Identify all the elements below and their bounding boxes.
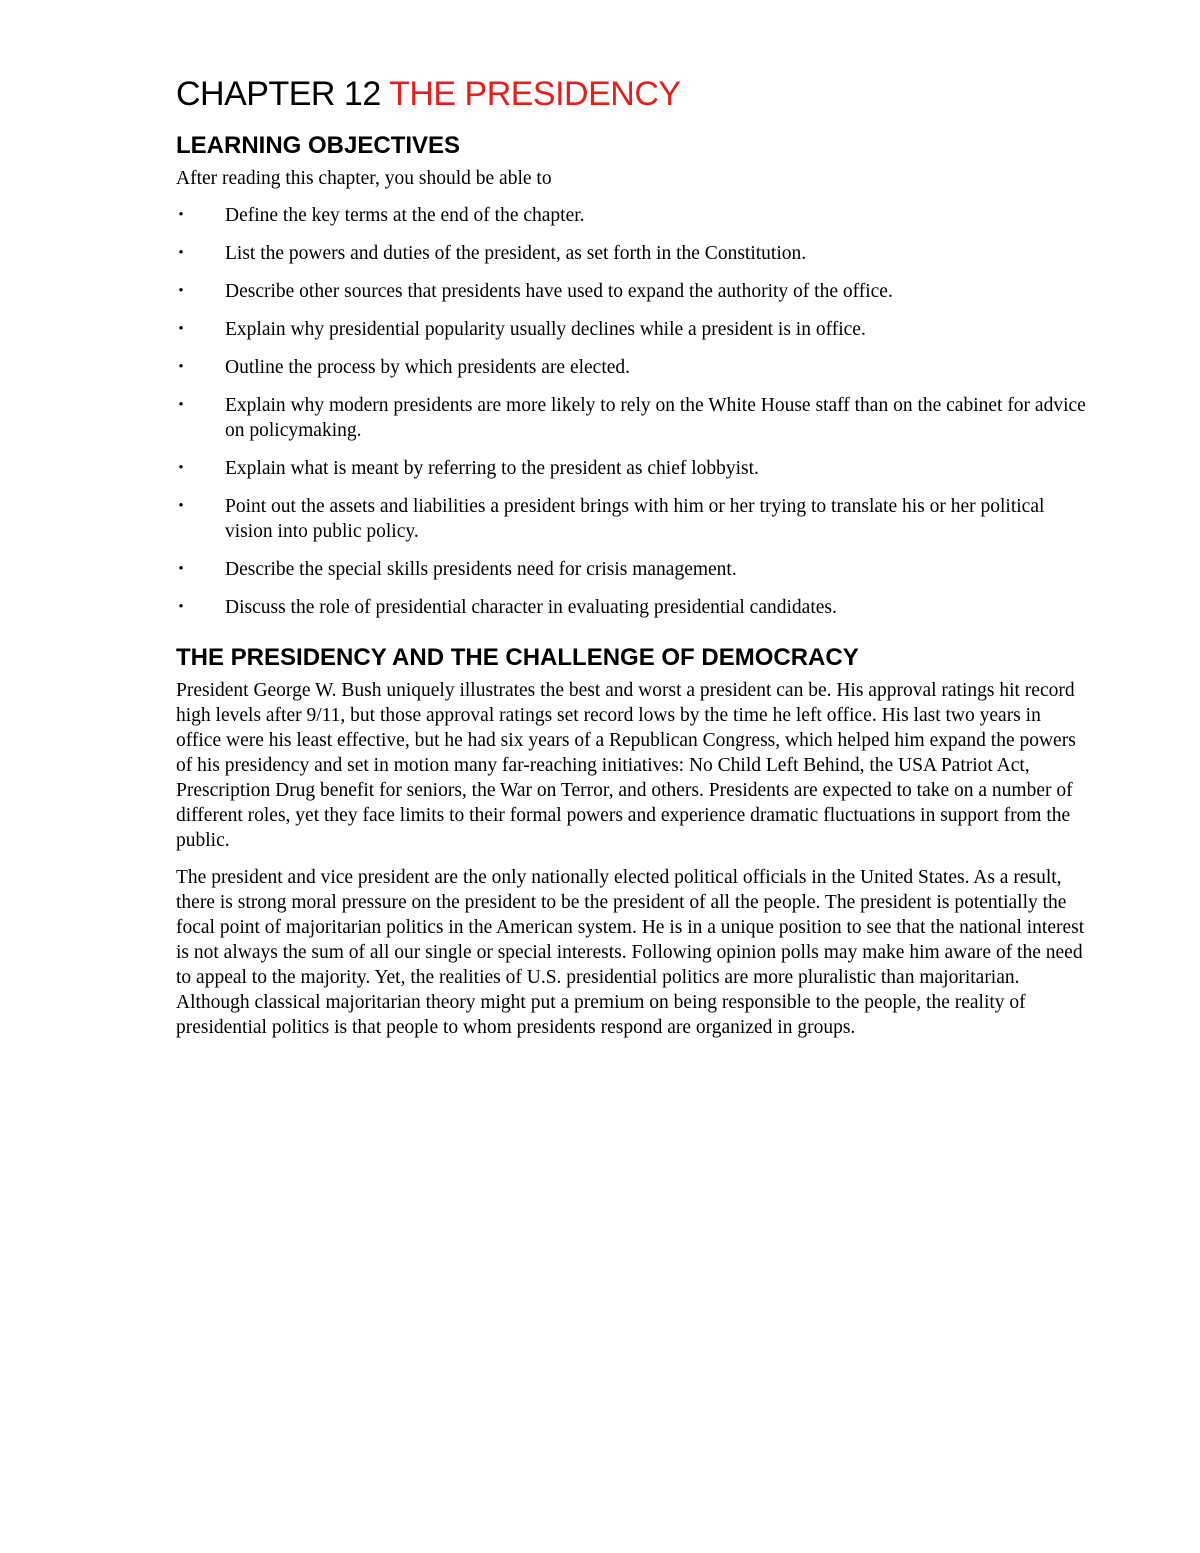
objective-text: Explain why modern presidents are more likely to rely on the White House staff than on the cabinet for advice on policymaking. [225,395,1086,441]
objective-item [176,241,1086,266]
bullet-icon: • [178,498,184,514]
objective-item [176,557,1086,582]
objective-text: Define the key terms at the end of the chapter. [225,205,585,226]
objective-item [176,203,1086,228]
section-paragraph: President George W. Bush uniquely illustrates the best and worst a president can be. His approval ratings hit record high levels after 9/11, but those approval ratings set record lows by the time he left office. His last two years in office were his least effective, but he had six years of a Republican Congress, which helped him expand the powers of his presidency and set in motion many far-reaching initiatives: No Child Left Behind, the USA Patriot Act, Prescription Drug benefit for seniors, the War on Terror, and others. Presidents are expected to take on a number of different roles, yet they face limits to their formal powers and experience dramatic fluctuations in support from the public. [176,680,1076,851]
chapter-title [176,72,1086,116]
bullet-icon: • [178,460,184,476]
learning-objectives-heading: LEARNING OBJECTIVES [176,132,461,159]
bullet-icon: • [178,561,184,577]
chapter-number: CHAPTER 12 [176,75,381,113]
objective-item [176,494,1086,544]
bullet-icon: • [178,321,184,337]
objective-text: Explain why presidential popularity usually declines while a president is in office. [225,319,866,340]
bullet-icon: • [178,283,184,299]
objective-item [176,393,1086,443]
bullet-icon: • [178,207,184,223]
objective-text: Point out the assets and liabilities a president brings with him or her trying to translate his or her political vision into public policy. [225,496,1045,542]
objective-text: List the powers and duties of the president, as set forth in the Constitution. [225,243,807,264]
section-paragraph: The president and vice president are the only nationally elected political officials in the United States. As a result, there is strong moral pressure on the president to be the president of all the people. The president is potentially the focal point of majoritarian politics in the American system. He is in a unique position to see that the national interest is not always the sum of all our single or special interests. Following opinion polls may make him aware of the need to appeal to the majority. Yet, the realities of U.S. presidential politics are more pluralistic than majoritarian. Although classical majoritarian theory might put a premium on being responsible to the people, the reality of presidential politics is that people to whom presidents respond are organized in groups. [176,867,1085,1038]
objective-text: Describe the special skills presidents need for crisis management. [225,559,737,580]
document-page [176,72,1086,1052]
objective-item [176,279,1086,304]
objective-text: Outline the process by which presidents are elected. [225,357,631,378]
bullet-icon: • [178,397,184,413]
bullet-icon: • [178,359,184,375]
objectives-intro: After reading this chapter, you should be able to [176,168,552,189]
objective-text: Explain what is meant by referring to the president as chief lobbyist. [225,458,759,479]
objective-text: Describe other sources that presidents have used to expand the authority of the office. [225,281,893,302]
objective-text: Discuss the role of presidential character in evaluating presidential candidates. [225,597,837,618]
bullet-icon: • [178,599,184,615]
objective-item [176,317,1086,342]
section-heading: THE PRESIDENCY AND THE CHALLENGE OF DEMOCRACY [176,644,859,671]
chapter-name: THE PRESIDENCY [389,75,681,113]
objective-item [176,355,1086,380]
objectives-list [176,203,1086,620]
bullet-icon: • [178,245,184,261]
objective-item [176,595,1086,620]
objective-item [176,456,1086,481]
